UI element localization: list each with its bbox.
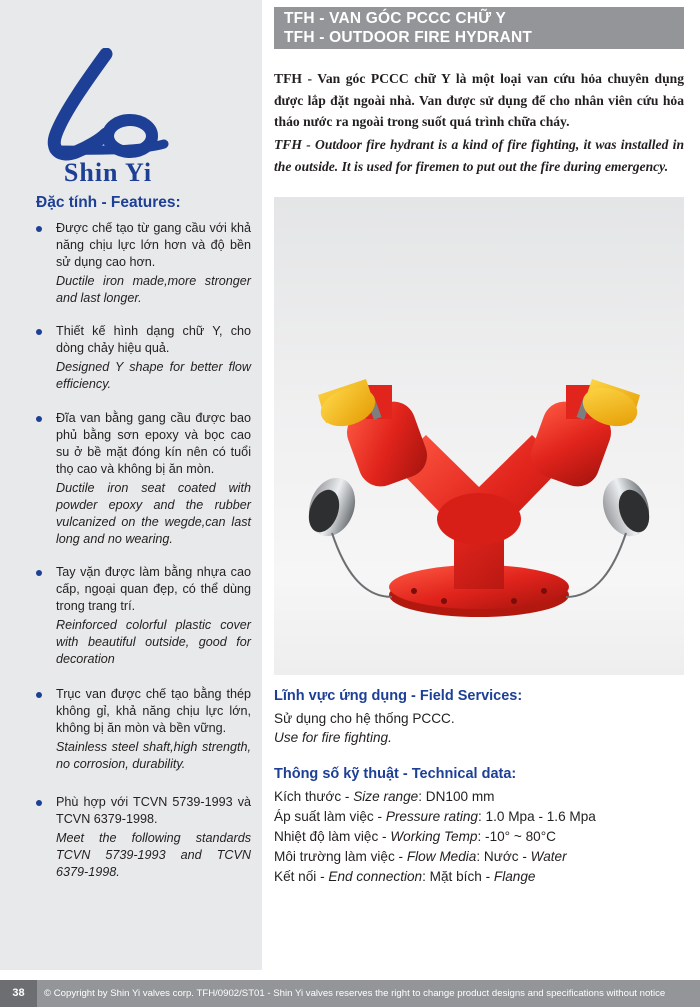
feature-text-vi: Trục van được chế tạo bằng thép không gỉ, khả năng chịu lực lớn, không bị ăn mòn và bền vững. bbox=[56, 687, 251, 735]
spec-row-flow-media: Môi trường làm việc - Flow Media: Nước - Water bbox=[274, 849, 567, 864]
features-sidebar bbox=[0, 0, 262, 970]
bullet-icon bbox=[36, 800, 42, 806]
copyright-notice: © Copyright by Shin Yi valves corp. TFH/0902/ST01 - Shin Yi valves reserves the right to change product designs and specifications without notice bbox=[44, 988, 666, 999]
spec-row-pressure: Áp suất làm việc - Pressure rating: 1.0 Mpa - 1.6 Mpa bbox=[274, 809, 596, 824]
title-bar bbox=[274, 7, 684, 49]
feature-item bbox=[56, 794, 251, 881]
fire-hydrant-image bbox=[274, 197, 684, 675]
feature-text-en: Ductile iron seat coated with powder epoxy and the rubber vulcanized on the wegde,can last long and no wearing. bbox=[56, 481, 251, 546]
product-photo bbox=[274, 197, 684, 675]
intro-vi: TFH - Van góc PCCC chữ Y là một loại van cứu hỏa chuyên dụng được lắp đặt ngoài nhà. Van được sử dụng để cho nhân viên cứu hỏa tháo nước ra ngoài trong suốt quá trình chữa cháy. bbox=[274, 71, 684, 129]
spec-row-size: Kích thước - Size range: DN100 mm bbox=[274, 789, 495, 804]
feature-text-vi: Đĩa van bằng gang cầu được bao phủ bằng sơn epoxy và bọc cao su ở bề mặt đóng kín nên có tuổi thọ cao và không bị ăn mòn. bbox=[56, 411, 251, 476]
features-heading: Đặc tính - Features: bbox=[36, 194, 181, 211]
bullet-icon bbox=[36, 226, 42, 232]
feature-text-en: Stainless steel shaft,high strength, no corrosion, durability. bbox=[56, 740, 251, 771]
feature-text-vi: Được chế tạo từ gang cầu với khả năng chịu lực lớn hơn và độ bền sử dụng cao hơn. bbox=[56, 221, 251, 269]
spec-row-temperature: Nhiệt độ làm việc - Working Temp: -10° ~ 80°C bbox=[274, 829, 556, 844]
feature-text-en: Ductile iron made,more stronger and last longer. bbox=[56, 274, 251, 305]
bullet-icon bbox=[36, 570, 42, 576]
field-services-en: Use for fire fighting. bbox=[274, 730, 392, 745]
feature-text-vi: Thiết kế hình dạng chữ Y, cho dòng chảy hiệu quả. bbox=[56, 324, 251, 355]
bullet-icon bbox=[36, 329, 42, 335]
product-title-vi: TFH - VAN GÓC PCCC CHỮ Y bbox=[284, 10, 507, 27]
feature-item bbox=[56, 220, 251, 307]
feature-item bbox=[56, 323, 251, 393]
bullet-icon bbox=[36, 416, 42, 422]
feature-text-vi: Phù hợp với TCVN 5739-1993 và TCVN 6379-1998. bbox=[56, 795, 251, 826]
feature-item bbox=[56, 686, 251, 773]
feature-text-en: Designed Y shape for better flow efficiency. bbox=[56, 360, 251, 391]
feature-text-en: Meet the following standards TCVN 5739-1993 and TCVN 6379-1998. bbox=[56, 831, 251, 879]
field-services-heading: Lĩnh vực ứng dụng - Field Services: bbox=[274, 688, 523, 704]
footer bbox=[0, 980, 700, 1007]
feature-item bbox=[56, 410, 251, 548]
feature-item bbox=[56, 564, 251, 668]
intro-en: TFH - Outdoor fire hydrant is a kind of fire fighting, it was installed in the outside. It is used for firemen to put out the fire during emergency. bbox=[274, 137, 684, 174]
brand-name: Shin Yi bbox=[63, 158, 153, 187]
technical-data-heading: Thông số kỹ thuật - Technical data: bbox=[274, 766, 517, 782]
page-number: 38 bbox=[0, 980, 37, 1007]
spec-row-end-connection: Kết nối - End connection: Mặt bích - Flange bbox=[274, 869, 536, 884]
product-title-en: TFH - OUTDOOR FIRE HYDRANT bbox=[284, 29, 533, 46]
feature-text-en: Reinforced colorful plastic cover with beautiful outside, good for decoration bbox=[56, 618, 251, 666]
bullet-icon bbox=[36, 692, 42, 698]
feature-text-vi: Tay vặn được làm bằng nhựa cao cấp, ngoại quan đẹp, có thể dùng trong trang trí. bbox=[56, 565, 251, 613]
field-services-vi: Sử dụng cho hệ thống PCCC. bbox=[274, 711, 455, 726]
